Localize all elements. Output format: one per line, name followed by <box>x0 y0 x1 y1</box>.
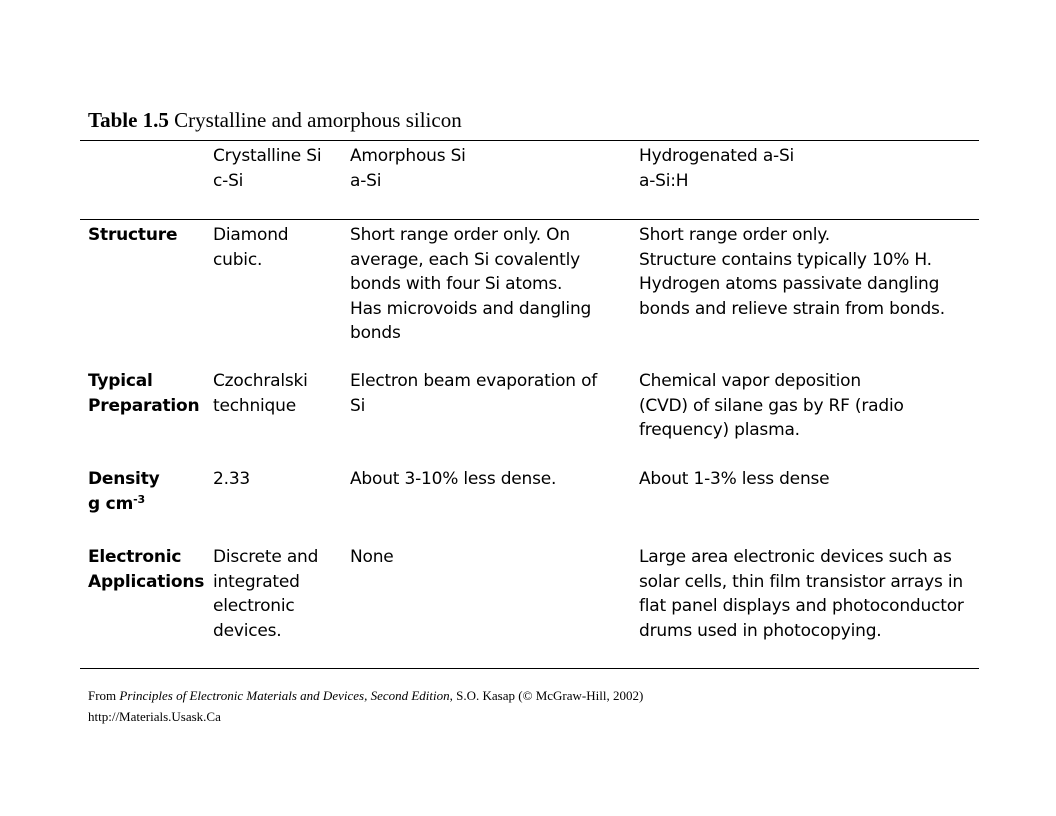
column-header-line: a-Si:H <box>639 170 689 191</box>
source-prefix: From <box>88 688 120 703</box>
column-header-line: Crystalline Si <box>213 146 322 166</box>
cell-line: Structure contains typically 10% H. <box>639 249 932 270</box>
cell-preparation-crystalline <box>213 369 308 418</box>
cell-preparation-amorphous <box>350 369 597 418</box>
cell-line: Short range order only. On <box>350 225 570 245</box>
source-citation <box>88 685 643 706</box>
table-header-rule <box>80 219 979 220</box>
cell-line: About 3-10% less dense. <box>350 469 557 489</box>
cell-preparation-hydrogenated <box>639 369 904 443</box>
cell-line: average, each Si covalently <box>350 249 580 270</box>
row-label-structure <box>88 223 177 248</box>
cell-line: devices. <box>213 620 282 641</box>
cell-line: 2.33 <box>213 469 251 489</box>
cell-line: integrated <box>213 571 300 592</box>
cell-density-crystalline <box>213 467 250 492</box>
cell-line: bonds and relieve strain from bonds. <box>639 298 945 319</box>
cell-line: technique <box>213 395 296 416</box>
row-label-line: Preparation <box>88 395 200 416</box>
cell-applications-hydrogenated <box>639 545 964 643</box>
table-top-rule <box>80 140 979 141</box>
cell-density-hydrogenated <box>639 467 829 492</box>
row-label-line: Electronic <box>88 547 182 567</box>
table-number: Table 1.5 <box>88 108 169 132</box>
column-header-amorphous <box>350 144 466 193</box>
row-label-line: Typical <box>88 371 153 391</box>
column-header-crystalline <box>213 144 321 193</box>
cell-applications-amorphous <box>350 545 394 570</box>
table-bottom-rule <box>80 668 979 669</box>
cell-line: Hydrogen atoms passivate dangling <box>639 274 940 294</box>
cell-line: drums used in photocopying. <box>639 620 882 641</box>
cell-line: Electron beam evaporation of <box>350 371 598 391</box>
row-label-preparation <box>88 369 199 418</box>
cell-line: solar cells, thin film transistor arrays in <box>639 571 963 592</box>
cell-line: Short range order only. <box>639 225 830 245</box>
cell-line: Discrete and <box>213 547 319 567</box>
source-suffix: , S.O. Kasap (© McGraw-Hill, 2002) <box>449 688 644 703</box>
row-label-density <box>88 467 160 516</box>
table-caption <box>88 106 462 134</box>
cell-line: (CVD) of silane gas by RF (radio <box>639 395 904 416</box>
source-book-title: Principles of Electronic Materials and Devices, Second Edition <box>119 688 450 703</box>
cell-structure-crystalline <box>213 223 288 272</box>
source-url: http://Materials.Usask.Ca <box>88 709 221 724</box>
density-unit <box>88 492 160 517</box>
cell-line: bonds <box>350 323 401 343</box>
cell-structure-hydrogenated <box>639 223 945 321</box>
column-header-line: Hydrogenated a-Si <box>639 146 795 166</box>
row-label-line: Structure <box>88 225 178 245</box>
cell-line: Chemical vapor deposition <box>639 371 861 391</box>
cell-applications-crystalline <box>213 545 318 643</box>
table-title: Crystalline and amorphous silicon <box>174 108 462 132</box>
cell-line: Large area electronic devices such as <box>639 547 952 567</box>
row-label-line: Density <box>88 469 160 489</box>
row-label-applications <box>88 545 204 594</box>
cell-line: frequency) plasma. <box>639 420 800 440</box>
column-header-line: c-Si <box>213 170 244 191</box>
column-header-line: a-Si <box>350 170 382 191</box>
cell-line: About 1-3% less dense <box>639 469 830 489</box>
density-unit-base: g cm <box>88 493 134 514</box>
cell-line: bonds with four Si atoms. <box>350 274 563 294</box>
row-label-line: Applications <box>88 571 205 592</box>
cell-density-amorphous <box>350 467 556 492</box>
cell-line: cubic. <box>213 249 263 270</box>
cell-line: None <box>350 547 394 567</box>
column-header-hydrogenated <box>639 144 794 193</box>
cell-line: flat panel displays and photoconductor <box>639 596 964 616</box>
source-note <box>88 685 643 727</box>
cell-line: Has microvoids and dangling <box>350 298 592 319</box>
density-unit-exponent: -3 <box>133 492 145 506</box>
cell-line: electronic <box>213 596 295 616</box>
cell-line: Diamond <box>213 225 289 245</box>
cell-line: Czochralski <box>213 371 308 391</box>
cell-line: Si <box>350 395 366 416</box>
column-header-line: Amorphous Si <box>350 146 466 166</box>
cell-structure-amorphous <box>350 223 591 346</box>
